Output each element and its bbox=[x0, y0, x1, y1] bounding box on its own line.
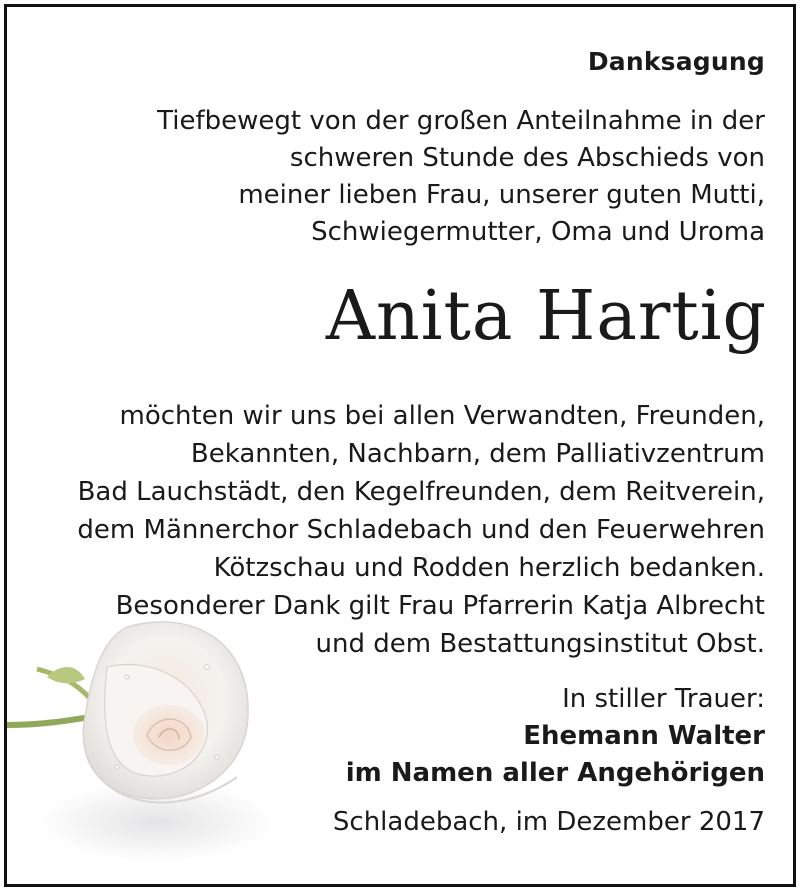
body-line: Besonderer Dank gilt Frau Pfarrerin Katja Albrecht bbox=[115, 591, 765, 621]
intro-line: Schwiegermutter, Oma und Uroma bbox=[311, 217, 765, 247]
intro-line: schweren Stunde des Abschieds von bbox=[289, 143, 765, 173]
intro-line: meiner lieben Frau, unserer guten Mutti, bbox=[238, 180, 765, 210]
mourning-intro: In stiller Trauer: bbox=[562, 684, 765, 714]
mourning-block bbox=[346, 681, 765, 792]
place-date: Schladebach, im Dezember 2017 bbox=[332, 807, 765, 837]
mourning-family: im Namen aller Angehörigen bbox=[345, 758, 765, 788]
mourning-signer: Ehemann Walter bbox=[523, 721, 765, 751]
obituary-card bbox=[4, 4, 796, 887]
body-line: und dem Bestattungsinstitut Obst. bbox=[315, 629, 765, 659]
body-line: Bad Lauchstädt, den Kegelfreunden, dem Reitverein, bbox=[77, 477, 765, 507]
body-line: Bekannten, Nachbarn, dem Palliativzentrum bbox=[190, 439, 765, 469]
body-line: Kötzschau und Rodden herzlich bedanken. bbox=[213, 553, 765, 583]
deceased-name: Anita Hartig bbox=[325, 277, 767, 356]
body-line: dem Männerchor Schladebach und den Feuerwehren bbox=[77, 515, 765, 545]
intro-text bbox=[157, 103, 765, 251]
intro-line: Tiefbewegt von der großen Anteilnahme in der bbox=[157, 106, 765, 136]
body-text bbox=[77, 397, 765, 663]
heading: Danksagung bbox=[587, 47, 765, 76]
body-line: möchten wir uns bei allen Verwandten, Freunden, bbox=[119, 401, 765, 431]
